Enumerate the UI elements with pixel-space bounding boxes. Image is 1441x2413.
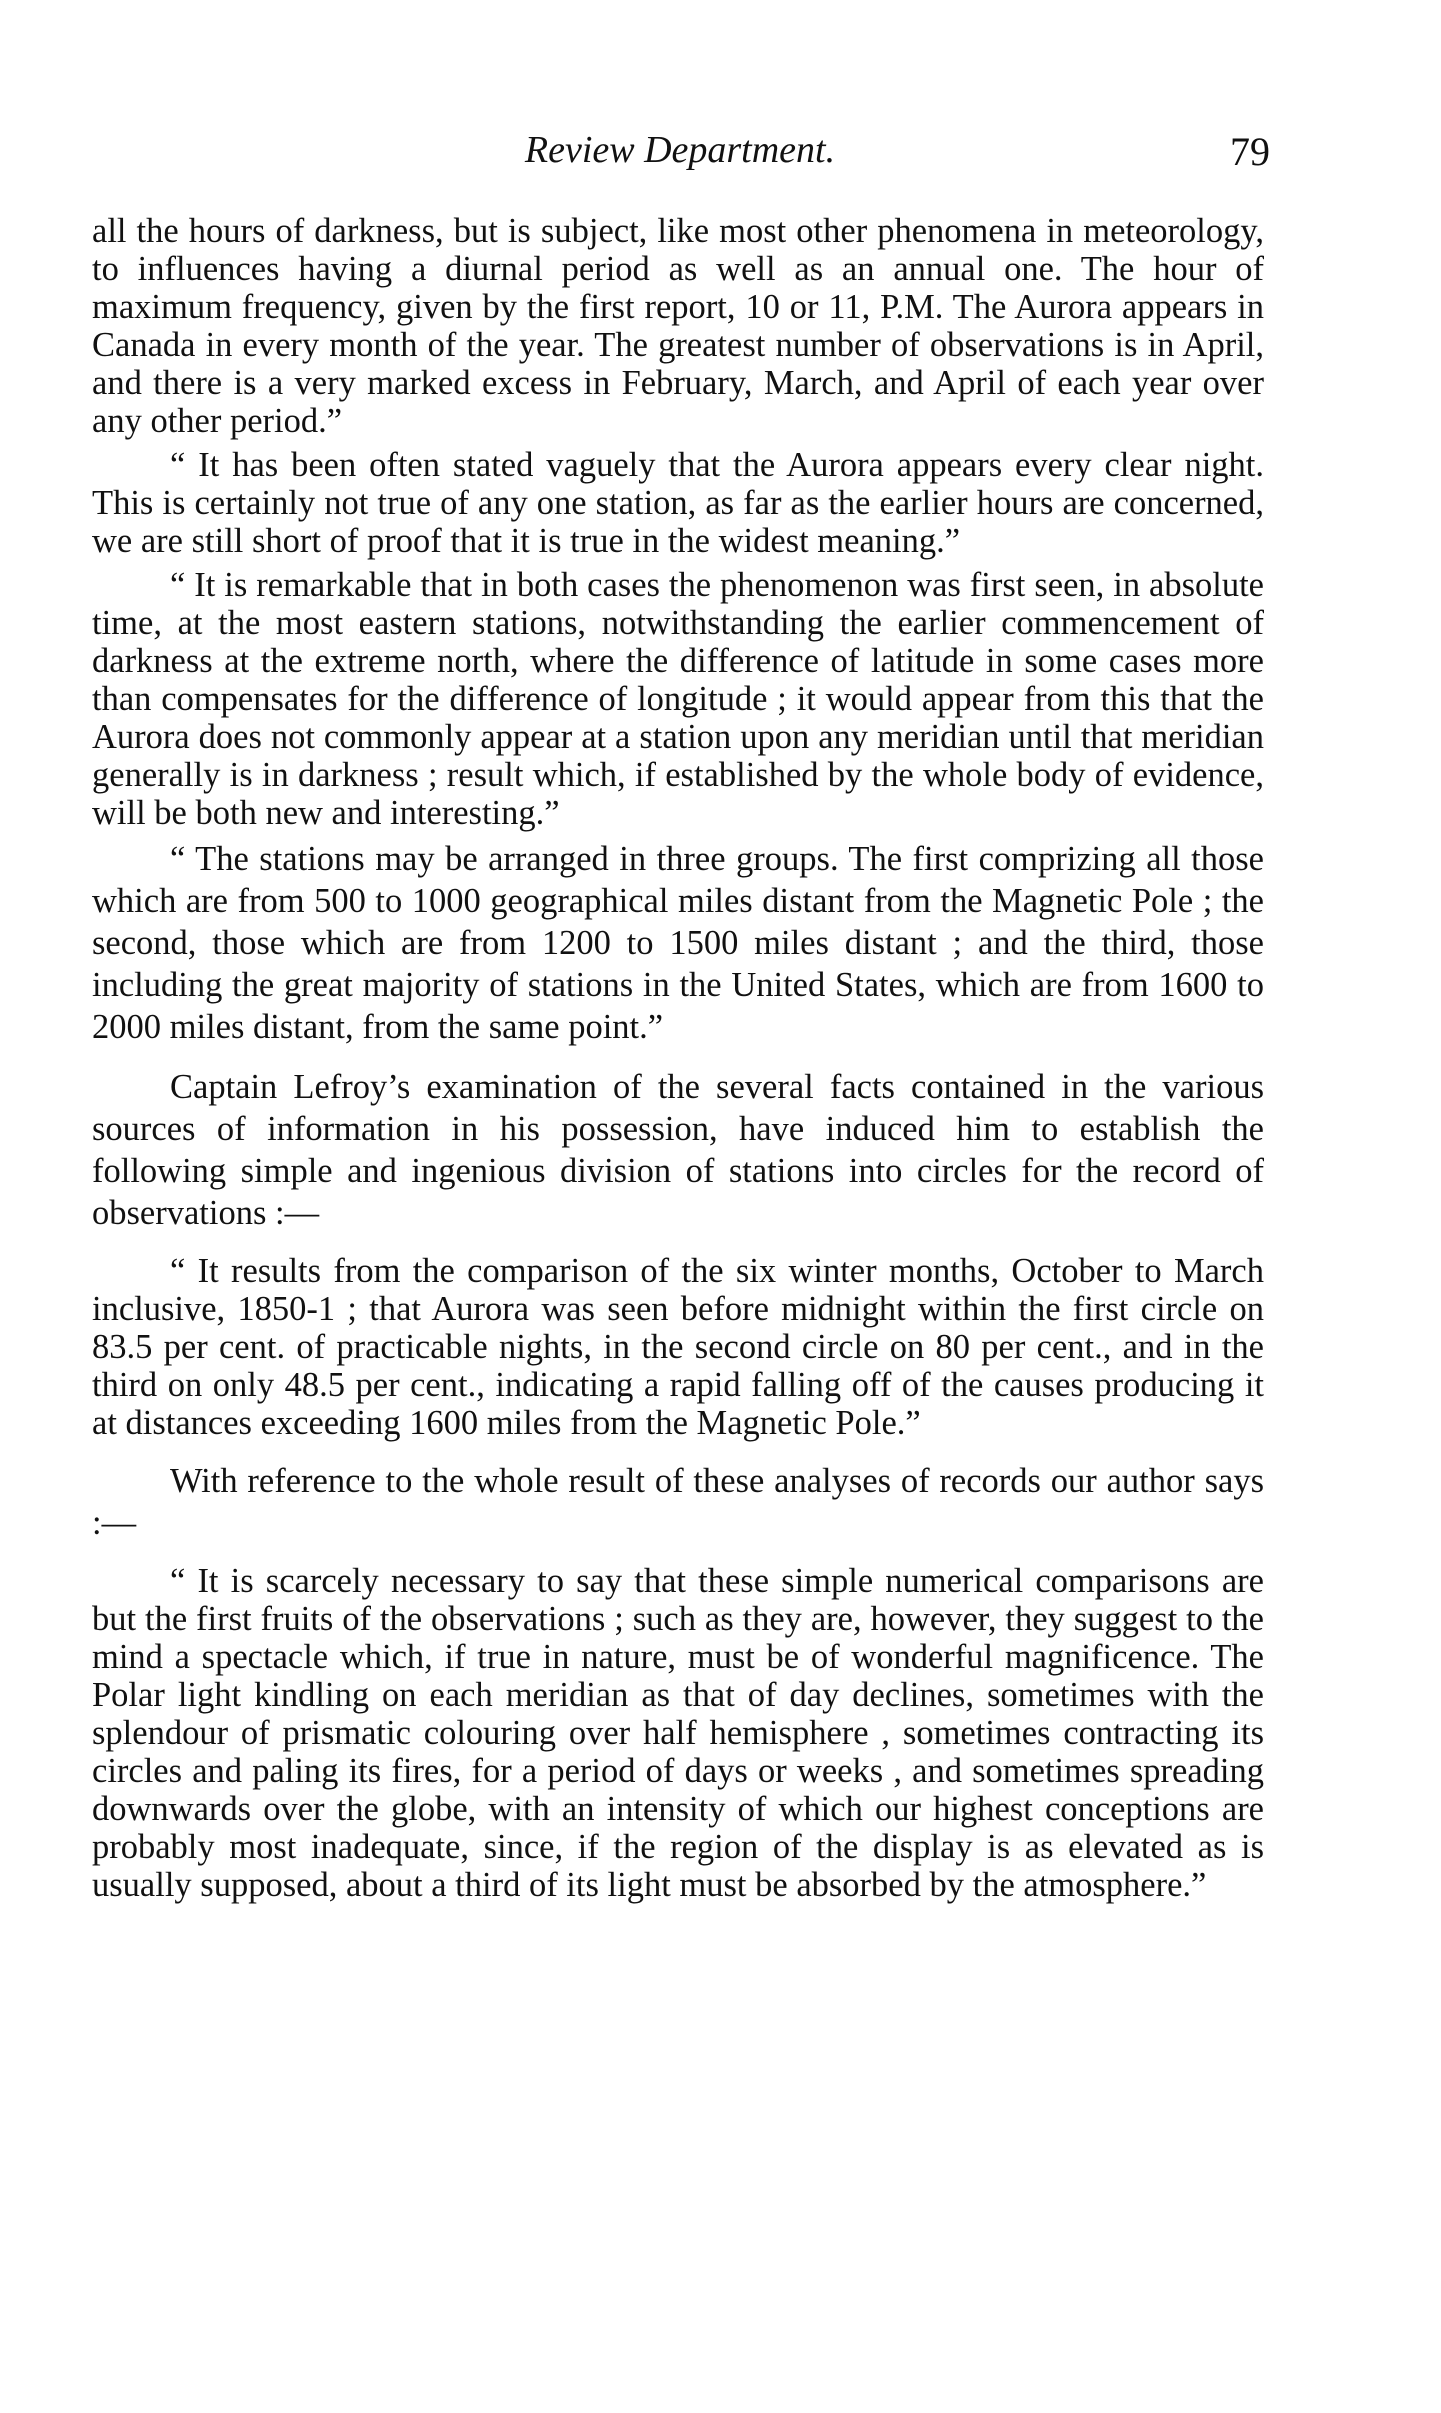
paragraph-quote-winter-months: “ It results from the comparison of the six winter months, October to March inclusive, 1850-1 ; that Aurora was seen before midnight within the first circle on 83.5 per cent. of practicable nights, in the second circle on 80 per cent., and in the third on only 48.5 per cent., indicating a rapid falling off of the causes producing it at distances exceeding 1600 miles from the Magnetic Pole.”: [92, 1252, 1264, 1442]
running-title: Review Department.: [524, 129, 836, 171]
paragraph-quote-numerical-comparisons: “ It is scarcely necessary to say that these simple numerical comparisons are but the first fruits of the observations ; such as they are, however, they suggest to the mind a spectacle which, if true in nature, must be of wonderful magnificence. The Polar light kindling on each meridian as that of day declines, sometimes with the splendour of prismatic colouring over half hemisphere , sometimes contracting its circles and paling its fires, for a period of days or weeks , and sometimes spreading downwards over the globe, with an intensity of which our highest conceptions are probably most inadequate, since, if the region of the display is as elevated as is usually supposed, about a third of its light must be absorbed by the atmosphere.”: [92, 1562, 1264, 1904]
paragraph-author-says: With reference to the whole result of these analyses of records our author says :—: [92, 1462, 1264, 1542]
paragraph-quote-three-groups: “ The stations may be arranged in three groups. The first comprizing all those which are from 500 to 1000 geographical miles distant from the Magnetic Pole ; the second, those which are from 1200 to 1500 miles distant ; and the third, those including the great majority of stations in the United States, which are from 1600 to 2000 miles distant, from the same point.”: [92, 840, 1264, 1046]
paragraph-continuation: all the hours of darkness, but is subject, like most other phenomena in meteorology, to influences having a diurnal period as well as an annual one. The hour of maximum frequency, given by the first report, 10 or 11, P.M. The Aurora appears in Canada in every month of the year. The greatest number of observations is in April, and there is a very marked excess in February, March, and April of each year over any other period.”: [92, 212, 1264, 440]
paragraph-lefroy-examination: Captain Lefroy’s examination of the several facts contained in the various sources of information in his possession, have induced him to establish the following simple and ingenious division of stations into circles for the record of observations :—: [92, 1068, 1264, 1232]
running-head: [90, 128, 1270, 188]
page-number: 79: [1230, 129, 1270, 174]
paragraph-quote-clear-night: “ It has been often stated vaguely that the Aurora appears every clear night. This is certainly not true of any one station, as far as the earlier hours are concerned, we are still short of proof that it is true in the widest meaning.”: [92, 446, 1264, 560]
body-text: [92, 212, 1264, 1910]
paragraph-quote-eastern-stations: “ It is remarkable that in both cases the phenomenon was first seen, in absolute time, at the most eastern stations, notwithstanding the earlier commencement of darkness at the extreme north, where the difference of latitude in some cases more than compensates for the difference of longitude ; it would appear from this that the Aurora does not commonly appear at a station upon any meridian until that meridian generally is in darkness ; result which, if established by the whole body of evidence, will be both new and interesting.”: [92, 566, 1264, 832]
